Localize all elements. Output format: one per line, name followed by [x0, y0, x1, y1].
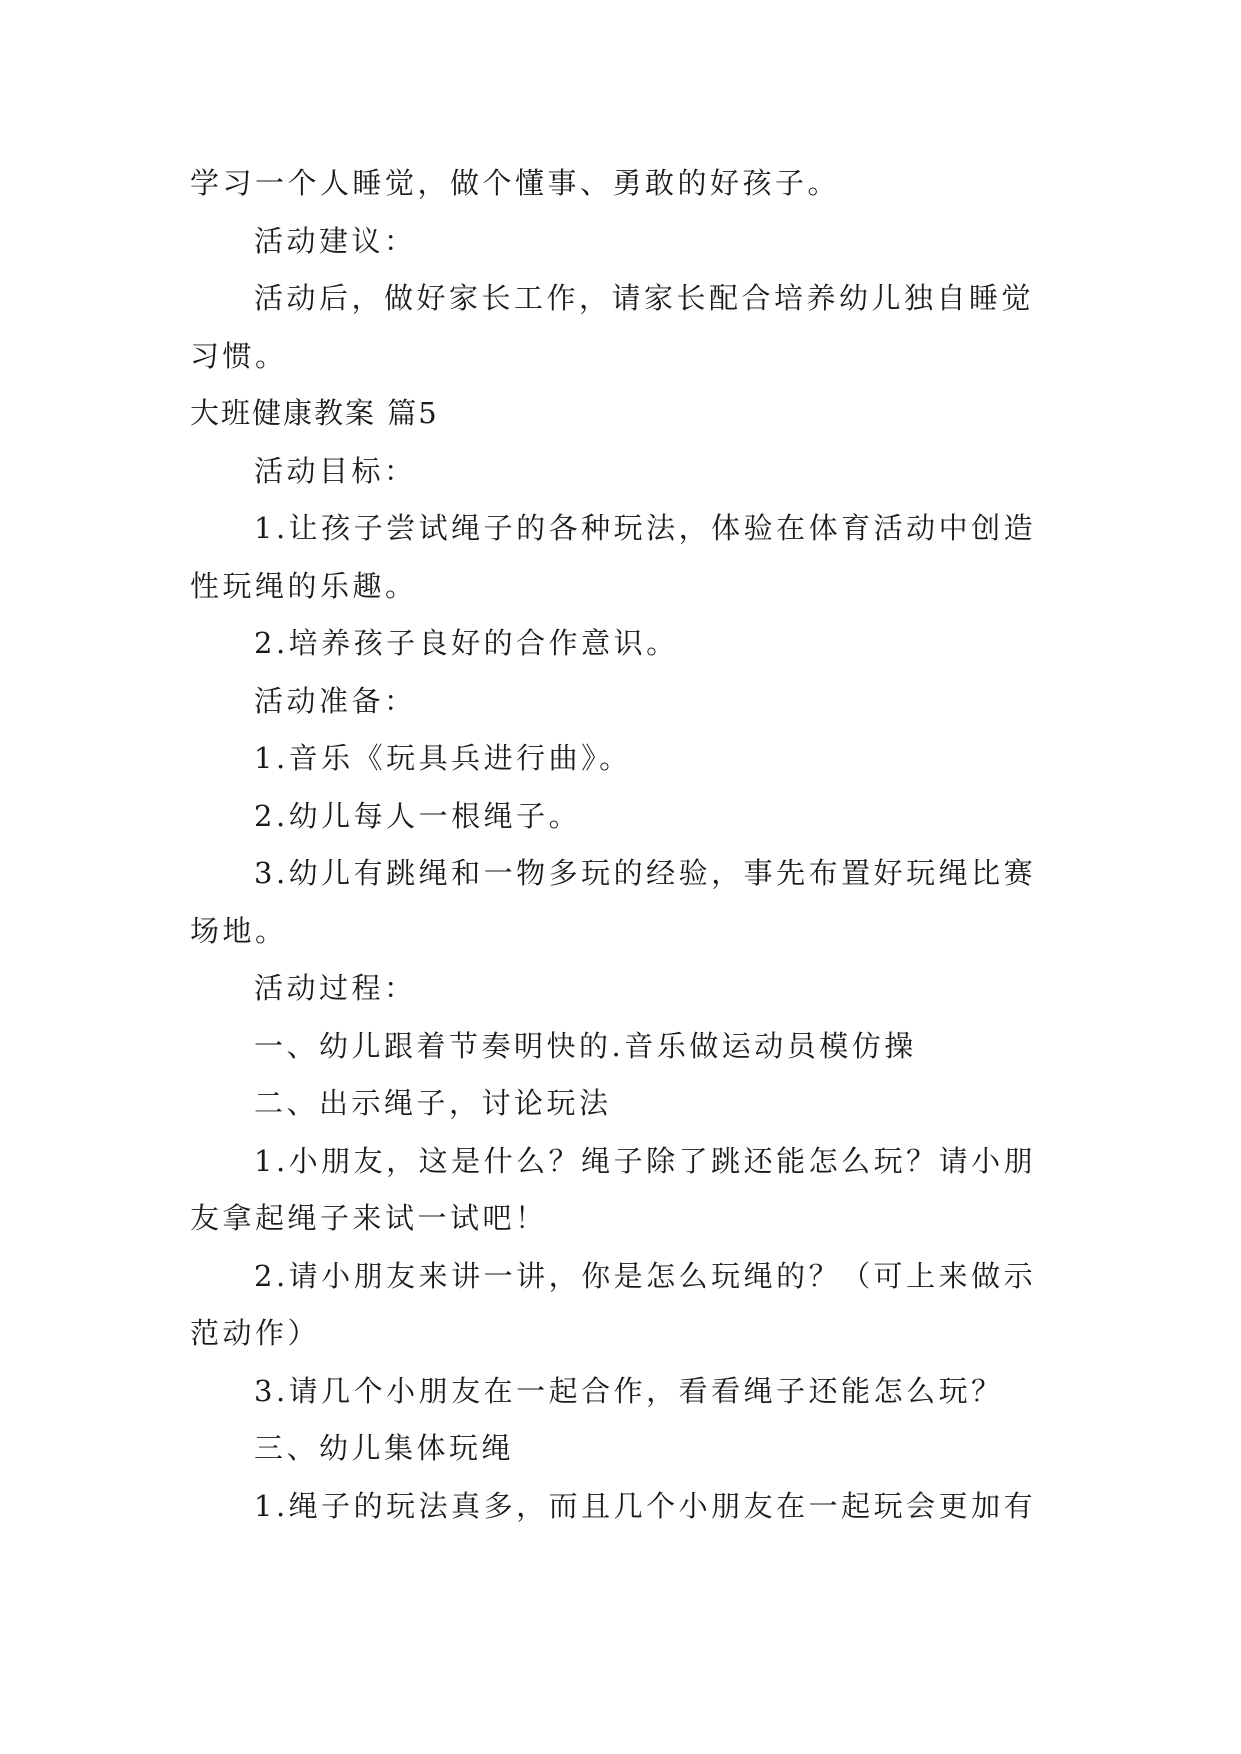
prep-item-2: 2.幼儿每人一根绳子。	[254, 798, 582, 833]
process-step-3: 三、幼儿集体玩绳	[254, 1431, 515, 1465]
paragraph-1: 学习一个人睡觉，做个懂事、勇敢的好孩子。	[190, 166, 841, 200]
goal-item-1: 1.让孩子尝试绳子的各种玩法，体验在体育活动中创造性玩绳的乐趣。	[190, 511, 1037, 603]
section-label-process: 活动过程：	[254, 971, 417, 1005]
step2-item-3: 3.请几个小朋友在一起合作，看看绳子还能怎么玩？	[254, 1373, 1004, 1408]
process-step-2: 二、出示绳子，讨论玩法	[254, 1086, 612, 1120]
step2-item-1: 1.小朋友，这是什么？绳子除了跳还能怎么玩？请小朋友拿起绳子来试一试吧！	[190, 1143, 1037, 1235]
process-step-1: 一、幼儿跟着节奏明快的.音乐做运动员模仿操	[254, 1028, 917, 1063]
lesson-title: 大班健康教案 篇5	[190, 396, 439, 430]
step3-item-1: 1.绳子的玩法真多，而且几个小朋友在一起玩会更加有	[254, 1488, 1037, 1523]
section-label-goals: 活动目标：	[254, 453, 417, 488]
paragraph-3: 活动后，做好家长工作，请家长配合培养幼儿独自睡觉习惯。	[190, 281, 1035, 373]
prep-item-3: 3.幼儿有跳绳和一物多玩的经验，事先布置好玩绳比赛场地。	[190, 856, 1037, 948]
section-label-preparation: 活动准备：	[254, 683, 417, 718]
section-label-suggestion: 活动建议：	[254, 223, 417, 258]
goal-item-2: 2.培养孩子良好的合作意识。	[254, 626, 679, 660]
document-body	[190, 155, 1050, 1535]
prep-item-1: 1.音乐《玩具兵进行曲》。	[254, 741, 632, 775]
step2-item-2: 2.请小朋友来讲一讲，你是怎么玩绳的？（可上来做示范动作）	[190, 1258, 1037, 1350]
